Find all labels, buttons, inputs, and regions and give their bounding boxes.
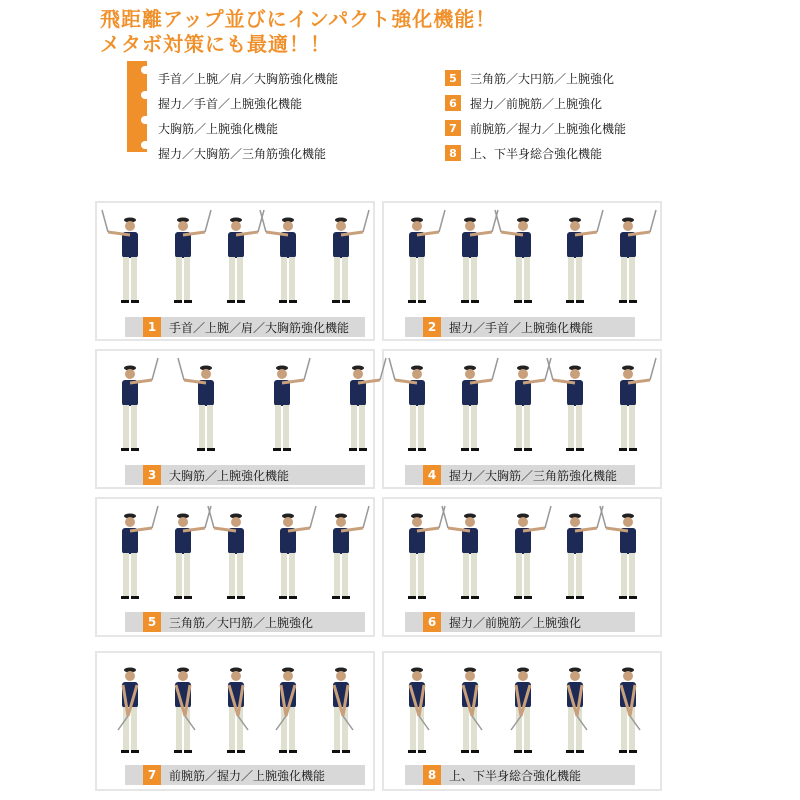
golfer-figure [174,210,211,303]
golfer-figure [174,506,211,599]
golfer-figure [260,210,297,303]
index-item-text: 握力／手首／上腕強化機能 [158,96,303,111]
caption-number: 6 [423,612,441,632]
page-subtitle: メタボ対策にも最適！！ [100,32,331,56]
golfer-figure [408,210,445,303]
golfer-figure [332,210,369,303]
golfer-figure [408,506,445,599]
golfer-figure [349,358,386,451]
golfer-figure [121,506,158,599]
caption-text: 前腕筋／握力／上腕強化機能 [169,768,326,783]
index-number-badge: 7 [445,120,461,136]
caption-number: 1 [143,317,161,337]
caption-number: 4 [423,465,441,485]
golfer-figure [178,358,215,451]
golfer-figure [227,668,248,754]
golfer-figure [566,210,603,303]
caption-number: 8 [423,765,441,785]
golfer-figure [566,506,603,599]
golfer-figure [121,358,158,451]
index-item-text: 大胸筋／上腕強化機能 [158,121,279,136]
golfer-figure [619,668,640,754]
golfer-figure [279,506,316,599]
golfer-figure [511,668,532,754]
caption-text: 握力／前腕筋／上腕強化 [449,615,582,630]
golfer-figure [461,210,498,303]
index-number-badge: 6 [445,95,461,111]
index-item-text: 握力／大胸筋／三角筋強化機能 [158,146,327,161]
golfer-figure [408,668,429,754]
caption-text: 握力／大胸筋／三角筋強化機能 [449,468,618,483]
golfer-figure [442,506,479,599]
index-item-text: 上、下半身総合強化機能 [470,146,603,161]
golfer-figure [332,506,369,599]
index-number-badge: 5 [445,70,461,86]
golfer-figure [118,668,139,754]
caption-text: 手首／上腕／肩／大胸筋強化機能 [169,320,350,335]
caption-number: 7 [143,765,161,785]
caption-text: 三角筋／大円筋／上腕強化 [169,615,314,630]
page-title: 飛距離アップ並びにインパクト強化機能！ [100,7,497,31]
index-item-text: 三角筋／大円筋／上腕強化 [470,71,615,86]
caption-number: 3 [143,465,161,485]
golfer-figure [174,668,195,754]
golfer-figure [102,210,139,303]
golfer-figure [566,668,587,754]
golfer-figure [227,210,264,303]
golfer-figure [389,358,426,451]
index-item-text: 前腕筋／握力／上腕強化機能 [470,121,627,136]
golfer-figure [514,358,551,451]
caption-text: 握力／手首／上腕強化機能 [449,320,594,335]
index-item-text: 握力／前腕筋／上腕強化 [470,96,603,111]
caption-text: 大胸筋／上腕強化機能 [169,468,290,483]
golfer-figure [461,668,482,754]
golfer-figure [514,506,551,599]
caption-text: 上、下半身総合強化機能 [449,768,582,783]
index-item-text: 手首／上腕／肩／大胸筋強化機能 [158,71,339,86]
golfer-figure [332,668,353,754]
golfer-figure [495,210,532,303]
golfer-figure [619,358,656,451]
golfer-figure [619,210,656,303]
golfer-figure [208,506,245,599]
caption-number: 2 [423,317,441,337]
golfer-figure [461,358,498,451]
golfer-figure [273,358,310,451]
golfer-figure [276,668,297,754]
caption-number: 5 [143,612,161,632]
golfer-figure [547,358,584,451]
golfer-figure [600,506,637,599]
index-number-badge: 8 [445,145,461,161]
